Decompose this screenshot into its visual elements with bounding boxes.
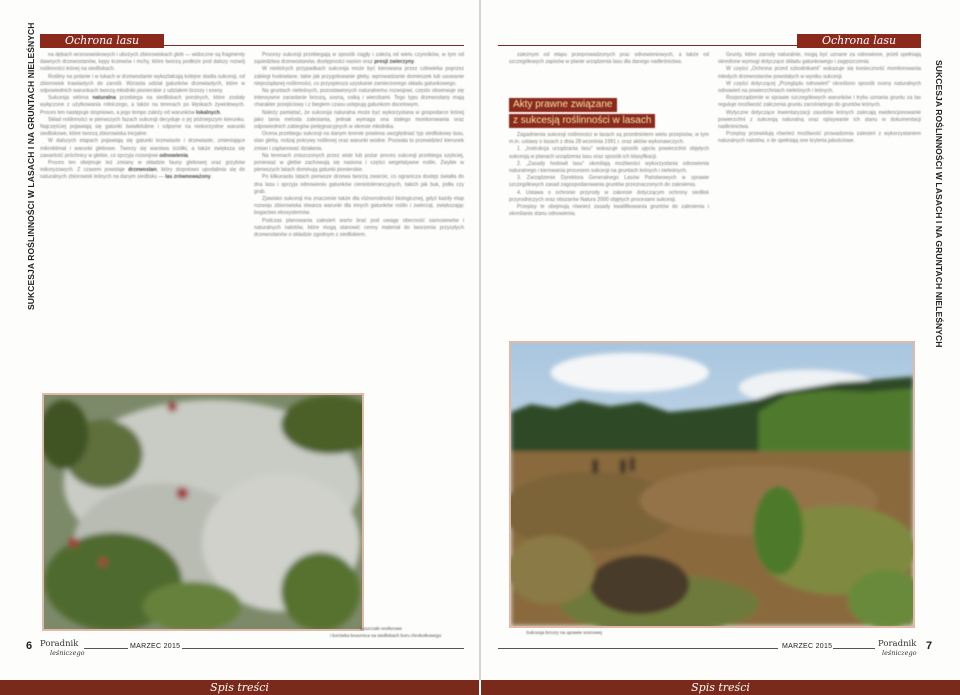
highlight-line-2: z sukcesją roślinności w lasach (509, 114, 655, 128)
lichen-photo-image (44, 395, 362, 629)
side-title-left: SUKCESJA ROŚLINNOŚCI W LASACH I NA GRUNTACH NIELEŚNYCH (26, 22, 36, 310)
left-logo-main: Poradnik (40, 639, 79, 649)
right-column-1-top: zależnym od etapu przeprowadzonych prac odnowieniowych, a także od szczegółowych zapisów w planie urządzenia lasu dla danego nadleśnictwa. (509, 52, 709, 66)
left-photo-caption-1: Łuszczaki reniferowe (360, 626, 403, 631)
left-photo-caption-2: i borówka brusznica na siedliskach boru chrobotkowego (330, 633, 442, 638)
right-column-2: Grunty, które zarosły naturalnie, mogą być uznane za odnowione, jeżeli spełniają określone wymogi dotyczące składu gatunkowego i zagęszczenia. W części „Ochrona przed szkodnikami" wskazuje się konieczność monitorowania młodych drzewostanów powstałych w wyniku sukcesji. W części dotyczącej „Przeglądu odnowień" określono sposób oceny naturalnych odnowień na powierzchniach nieleśnych i leśnych. Rozporządzenie w sprawie szczegółowych warunków i trybu uznania gruntu za las reguluje możliwość zaliczenia gruntu zarośniętego do gruntów leśnych. Wytyczne dotyczące inwentaryzacji zasobów leśnych zalecają ewidencjonowanie powierzchni z sukcesją naturalną oraz opisywanie ich stanu w dokumentacji nadleśnictwa. Przepisy przewidują również możliwość prowadzenia zalesień z wykorzystaniem naturalnych nalotów, o ile spełniają one kryteria jakościowe. (718, 52, 921, 145)
left-column-2: Procesy sukcesji przebiegają w sposób ciągły i zależą od wielu czynników, w tym od sąsiedztwa drzewostanów, dostępności nasion oraz presji zwierzyny. W niektórych przypadkach sukcesja może być kierowana przez człowieka poprzez zabiegi hodowlane, takie jak przygotowanie gleby, wprowadzanie domieszek lub usuwanie niepożądanej roślinności, co przyspiesza uzyskanie zamierzonego składu gatunkowego. Na gruntach nieleśnych, pozostawionych naturalnemu rozwojowi, często obserwuje się intensywne zarastanie brzozą, sosną, osiką i wierzbami. Tego typu drzewostany mają charakter przejściowy i z biegiem czasu ustępują gatunkom docelowym. Należy pamiętać, że sukcesja naturalna może być wykorzystana w gospodarce leśnej jako tania metoda zalesiania, jednak wymaga ona stałego monitorowania oraz odpowiednich zabiegów pielęgnacyjnych w okresie młodnika. Ocena przebiegu sukcesji na danym terenie powinna uwzględniać typ siedliskowy lasu, stan gleby, rodzaj pokrywy roślinnej oraz warunki wodne. Pozwala to przewidzieć kierunek zmian i zaplanować działania. Na terenach zniszczonych przez wiatr lub pożar proces sukcesji przebiega szybciej, ponieważ w glebie zachowują się nasiona i części wegetatywne roślin. Zwykle w pierwszych latach dominują gatunki pionierskie. Po kilkunastu latach pierwsze drzewa tworzą zwarcie, co ogranicza dostęp światła do dna lasu i sprzyja odnowieniu gatunków cieniotolerancyjnych, takich jak buk, jodła czy grab. Zjawisko sukcesji ma znaczenie także dla różnorodności biologicznej, gdyż każdy etap rozwoju zbiorowiska stwarza warunki dla innych gatunków roślin i zwierząt, zwiększając bogactwo ekosystemów. Podczas planowania zalesień warto brać pod uwagę obecność samosiewów i naturalnych nalotów, które mogą stanowić cenny materiał do tworzenia przyszłych drzewostanów o składzie zgodnym z siedliskiem. (254, 52, 464, 239)
clearing-photo-image (511, 343, 913, 626)
right-page-number: 7 (926, 640, 933, 652)
left-logo-sub: leśniczego (50, 649, 85, 657)
left-page-number: 6 (26, 640, 33, 652)
bottom-bar-right (481, 680, 960, 695)
left-date: MARZEC 2015 (130, 643, 181, 650)
left-footer-rule-2 (182, 648, 464, 649)
right-footer-rule-2 (833, 648, 875, 649)
section-label-right: Ochrona lasu (797, 34, 921, 48)
bottom-bar-left (0, 680, 479, 695)
right-logo-main: Poradnik (878, 639, 917, 649)
right-photo-caption: Sukcesja brzozy na uprawie sosnowej (526, 630, 603, 635)
left-footer-rule-1 (84, 648, 128, 649)
page-fold (479, 0, 481, 680)
left-footer (0, 638, 479, 660)
side-title-right: SUKCESJA ROŚLINNOŚCI W LASACH I NA GRUNTACH NIELEŚNYCH (934, 60, 944, 348)
toc-link-left[interactable]: Spis treści (210, 681, 269, 694)
right-footer-rule-1 (498, 648, 778, 649)
right-date: MARZEC 2015 (782, 643, 833, 650)
legal-acts-highlight (509, 98, 667, 130)
clearing-photo (509, 341, 915, 628)
left-column-1: na dębach wrzosowiskowych i ubożych zbiorowiskach gleb — widoczne są fragmenty dawnych drzewostanów, kępy krzewów i mchy, które tworzą podłoże pod dalszy rozwój roślinności leśnej na siedliskach. Rośliny na polanie i w lukach w drzewostanie wykształcają kolejne stadia sukcesji, od zbiorowisk trawiastych do zarośli. Wzrasta udział gatunków drzewiastych, które w odpowiednich warunkach tworzą młodniki pionierskie z udziałem brzozy i sosny. Sukcesja wtórna naturalna przebiega na siedliskach porolnych, które zostały wyłączone z użytkowania rolniczego, a także na terenach po klęskach żywiołowych. Proces ten następuje stopniowo, a jego tempo zależy od warunków lokalnych. Skład roślinności w pierwszych fazach sukcesji decyduje o jej późniejszym kierunku. Najczęściej pojawiają się gatunki światłolubne i odporne na niekorzystne warunki siedliskowe, które tworzą zbiorowiska inicjalne. W dalszych etapach pojawiają się gatunki krzewiaste i drzewiaste, zmieniające mikroklimat i warunki glebowe. Tworzy się warstwa ściółki, a także zwiększa się zawartość próchnicy w glebie, co sprzyja rozwojowi odnowienia. Proces ten obejmuje też zmiany w składzie fauny glebowej oraz grzybów mikoryzowych. Z czasem powstaje drzewostan, który stopniowo upodabnia się do naturalnych zbiorowisk leśnych na danym siedlisku — las zrównoważony. (40, 52, 245, 181)
toc-link-right[interactable]: Spis treści (691, 681, 750, 694)
highlight-line-1: Akty prawne związane (509, 98, 617, 112)
section-label-left: Ochrona lasu (40, 34, 164, 48)
right-footer (481, 638, 960, 660)
right-logo-sub: leśniczego (882, 649, 917, 657)
lichen-photo (42, 393, 364, 631)
right-column-1: Zagadnienia sukcesji roślinności w lasach są przedmiotem wielu przepisów, w tym m.in. ustawy o lasach z dnia 28 września 1991 r. oraz aktów wykonawczych. 1. „Instrukcja urządzania lasu" wskazuje sposób ujęcia powierzchni objętych sukcesją w planach urządzenia lasu oraz sposób ich klasyfikacji. 2. „Zasady hodowli lasu" określają możliwości wykorzystania odnowienia naturalnego i kierowania procesem sukcesji na gruntach leśnych i nieleśnych. 3. Zarządzenie Dyrektora Generalnego Lasów Państwowych w sprawie szczegółowych zasad zagospodarowania gruntów przeznaczonych do zalesienia. 4. Ustawa o ochronie przyrody w zakresie dotyczącym ochrony siedlisk przyrodniczych oraz obszarów Natura 2000 objętych procesami sukcesji. Przepisy te obejmują również zasady kwalifikowania gruntów do zalesienia i określania stanu odnowienia. (509, 132, 709, 218)
